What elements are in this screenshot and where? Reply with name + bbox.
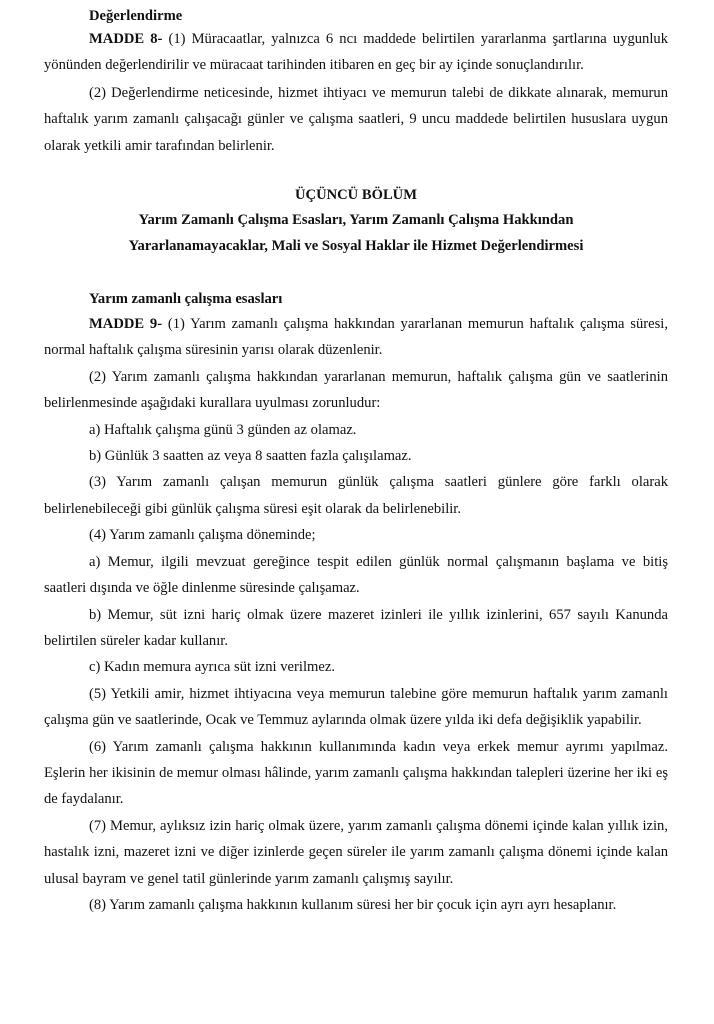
madde-9-paragraph-3: (3) Yarım zamanlı çalışan memurun günlük çalışma saatleri günlere göre farklı olarak belirlenebileceği gibi günlük çalışma süresi eşit olarak da belirlenebilir.: [44, 474, 668, 517]
madde-9-paragraph-7: (7) Memur, aylıksız izin hariç olmak üzere, yarım zamanlı çalışma dönemi içinde kalan yıllık izin, hastalık izni, mazeret izni ve diğer izinlerde geçen süreler ile yarım zamanlı çalışma dönemi içinde kalan ulusal bayram ve genel tatil günlerinde yarım zamanlı çalışmış sayılır.: [44, 817, 668, 887]
madde-9-paragraph-2-item-b: b) Günlük 3 saatten az veya 8 saatten fazla çalışılamaz.: [89, 448, 412, 465]
madde-9-paragraph-4-item-b: b) Memur, süt izni hariç olmak üzere mazeret izinleri ile yıllık izinlerini, 657 sayılı Kanunda belirtilen süreler kadar kullanır.: [44, 606, 668, 649]
madde-8-paragraph-1: [44, 26, 668, 79]
madde-8-label: MADDE 8-: [89, 31, 163, 47]
madde-9-paragraph-1: [44, 311, 668, 364]
madde-9-paragraph-5: (5) Yetkili amir, hizmet ihtiyacına veya memurun talebine göre memurun haftalık yarım zamanlı çalışma gün ve saatlerinde, Ocak ve Temmuz aylarında olmak üzere yılda iki defa değişiklik yapabilir.: [44, 685, 668, 729]
chapter-title-line-1: Yarım Zamanlı Çalışma Esasları, Yarım Zamanlı Çalışma Hakkından: [138, 212, 574, 229]
chapter-title-line-2: Yararlanamayacaklar, Mali ve Sosyal Haklar ile Hizmet Değerlendirmesi: [128, 238, 584, 255]
madde-8-paragraph-2: (2) Değerlendirme neticesinde, hizmet ihtiyacı ve memurun talebi de dikkate alınarak, memurun haftalık yarım zamanlı çalışacağı günler ve çalışma saatleri, 9 uncu maddede belirtilen hususlara uygun olarak yetkili amir tarafından belirlenir.: [44, 84, 668, 154]
madde-9-paragraph-6: (6) Yarım zamanlı çalışma hakkının kullanımında kadın veya erkek memur ayrımı yapılmaz. Eşlerin her ikisinin de memur olması hâlinde, yarım zamanlı çalışma hakkından talepleri üzerine her iki eş de faydalanır.: [44, 738, 668, 808]
madde-9-paragraph-2: (2) Yarım zamanlı çalışma hakkından yararlanan memurun, haftalık çalışma gün ve saatlerinin belirlenmesinde aşağıdaki kurallara uyulması zorunludur:: [44, 368, 668, 412]
section-heading-degerlendirme: Değerlendirme: [89, 8, 183, 24]
madde-9-paragraph-4: (4) Yarım zamanlı çalışma döneminde;: [89, 527, 316, 544]
section-heading-yarim-zamanli: Yarım zamanlı çalışma esasları: [89, 291, 283, 308]
madde-9-paragraph-4-item-a: a) Memur, ilgili mevzuat gereğince tespit edilen günlük normal çalışmanın başlama ve bitiş saatleri dışında ve öğle dinlenme süresinde çalışamaz.: [44, 553, 668, 597]
madde-9-paragraph-8: (8) Yarım zamanlı çalışma hakkının kullanım süresi her bir çocuk için ayrı ayrı hesaplanır.: [89, 896, 617, 913]
madde-9-label: MADDE 9-: [89, 316, 163, 333]
madde-9-paragraph-4-item-c: c) Kadın memura ayrıca süt izni verilmez.: [89, 659, 335, 676]
chapter-number: ÜÇÜNCÜ BÖLÜM: [294, 187, 418, 204]
madde-9-paragraph-2-item-a: a) Haftalık çalışma günü 3 günden az olamaz.: [89, 421, 357, 438]
madde-8-paragraph-1-text: (1) Müracaatlar, yalnızca 6 ncı maddede belirtilen yararlanma şartlarına uygunluk yönünden değerlendirilir ve müracaat tarihinden itibaren en geç bir ay içinde sonuçlandırılır.: [44, 31, 668, 74]
madde-9-paragraph-1-text: (1) Yarım zamanlı çalışma hakkından yararlanan memurun haftalık çalışma süresi, normal haftalık çalışma süresinin yarısı olarak düzenlenir.: [44, 316, 668, 359]
